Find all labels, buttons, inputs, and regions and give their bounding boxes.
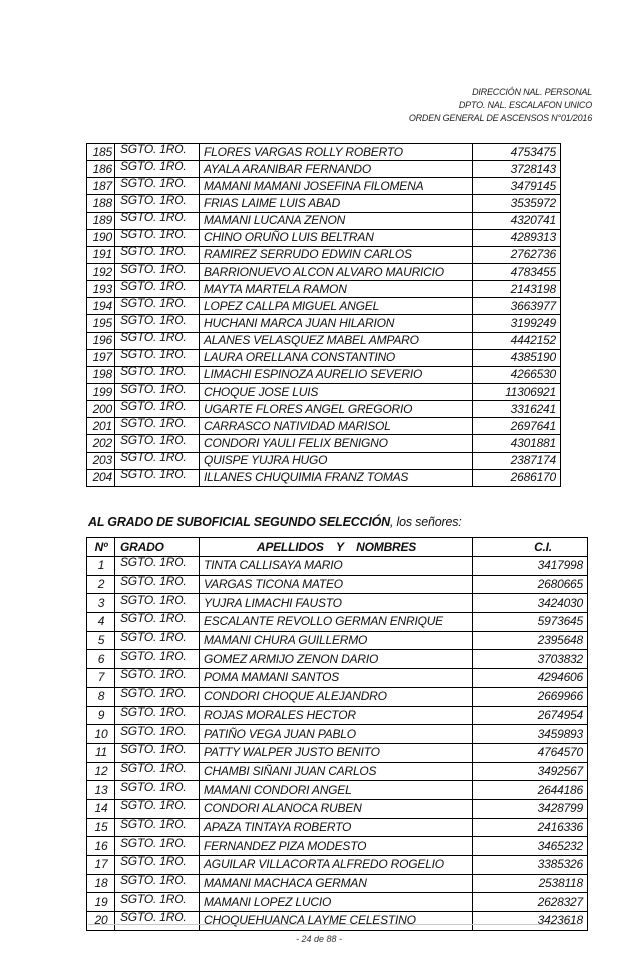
document-header [409, 86, 592, 125]
table-row [87, 315, 561, 332]
row-full-name: BARRIONUEVO ALCON ALVARO MAURICIO [200, 263, 473, 280]
row-grade [115, 418, 200, 435]
grade-text: SGTO. 1RO. [120, 297, 187, 310]
row-ci: 2669966 [473, 687, 588, 706]
grade-text: SGTO. 1RO. [120, 649, 187, 663]
grade-text: SGTO. 1RO. [120, 417, 187, 430]
row-ci: 4385190 [473, 349, 561, 366]
row-grade [115, 762, 200, 781]
row-full-name: ESCALANTE REVOLLO GERMAN ENRIQUE [200, 613, 473, 632]
row-number: 192 [87, 263, 115, 280]
promotion-table-1-body [87, 144, 561, 487]
row-full-name: AGUILAR VILLACORTA ALFREDO ROGELIO [200, 856, 473, 875]
row-number: 11 [87, 743, 115, 762]
row-number: 20 [87, 912, 115, 931]
row-ci: 2143198 [473, 281, 561, 298]
grade-text: SGTO. 1RO. [120, 263, 187, 276]
row-number: 2 [87, 575, 115, 594]
table-row [87, 893, 588, 912]
row-grade [115, 383, 200, 400]
row-grade [115, 281, 200, 298]
row-number: 18 [87, 874, 115, 893]
row-ci: 3417998 [473, 557, 588, 576]
table-row [87, 743, 588, 762]
table-row [87, 669, 588, 688]
row-full-name: HUCHANI MARCA JUAN HILARION [200, 315, 473, 332]
row-grade [115, 706, 200, 725]
grade-text: SGTO. 1RO. [120, 452, 187, 465]
row-grade [115, 263, 200, 280]
table-row [87, 650, 588, 669]
row-ci: 4266530 [473, 366, 561, 383]
row-number: 14 [87, 799, 115, 818]
row-ci: 3728143 [473, 161, 561, 178]
row-number: 12 [87, 762, 115, 781]
row-grade [115, 613, 200, 632]
row-full-name: PATTY WALPER JUSTO BENITO [200, 743, 473, 762]
promotion-table-2-body [87, 557, 588, 931]
row-grade [115, 818, 200, 837]
row-full-name: CONDORI CHOQUE ALEJANDRO [200, 687, 473, 706]
row-full-name: UGARTE FLORES ANGEL GREGORIO [200, 401, 473, 418]
grade-text: SGTO. 1RO. [120, 383, 187, 396]
row-number: 189 [87, 212, 115, 229]
row-ci: 5973645 [473, 613, 588, 632]
row-full-name: QUISPE YUJRA HUGO [200, 452, 473, 469]
row-full-name: FRIAS LAIME LUIS ABAD [200, 195, 473, 212]
row-number: 187 [87, 178, 115, 195]
table-row [87, 418, 561, 435]
row-full-name: MAMANI MACHACA GERMAN [200, 874, 473, 893]
grade-text: SGTO. 1RO. [120, 366, 187, 379]
table-row [87, 161, 561, 178]
row-grade [115, 246, 200, 263]
table-row [87, 212, 561, 229]
row-ci: 4764570 [473, 743, 588, 762]
row-number: 4 [87, 613, 115, 632]
row-full-name: TINTA CALLISAYA MARIO [200, 557, 473, 576]
grade-text: SGTO. 1RO. [120, 668, 187, 682]
row-full-name: LAURA ORELLANA CONSTANTINO [200, 349, 473, 366]
row-ci: 3316241 [473, 401, 561, 418]
table-row [87, 725, 588, 744]
row-number: 194 [87, 298, 115, 315]
row-full-name: MAYTA MARTELA RAMON [200, 281, 473, 298]
grade-text: SGTO. 1RO. [120, 349, 187, 362]
row-grade [115, 435, 200, 452]
row-number: 8 [87, 687, 115, 706]
row-grade [115, 401, 200, 418]
table-row [87, 366, 561, 383]
row-grade [115, 893, 200, 912]
row-ci: 3703832 [473, 650, 588, 669]
grade-text: SGTO. 1RO. [120, 762, 187, 775]
grade-text: SGTO. 1RO. [120, 575, 187, 589]
grade-text: SGTO. 1RO. [120, 836, 187, 850]
row-full-name: MAMANI CHURA GUILLERMO [200, 631, 473, 650]
table-row [87, 818, 588, 837]
table-row [87, 435, 561, 452]
grade-text: SGTO. 1RO. [120, 799, 187, 813]
row-grade [115, 594, 200, 613]
row-full-name: CARRASCO NATIVIDAD MARISOL [200, 418, 473, 435]
grade-text: SGTO. 1RO. [120, 280, 187, 293]
grade-text: SGTO. 1RO. [120, 229, 187, 242]
grade-text: SGTO. 1RO. [120, 612, 187, 626]
header-number: Nº [87, 538, 115, 557]
row-grade [115, 650, 200, 669]
grade-text: SGTO. 1RO. [120, 400, 187, 413]
row-number: 10 [87, 725, 115, 744]
row-number: 19 [87, 893, 115, 912]
row-grade [115, 837, 200, 856]
row-number: 191 [87, 246, 115, 263]
row-grade [115, 332, 200, 349]
row-grade [115, 687, 200, 706]
row-grade [115, 669, 200, 688]
row-ci: 3535972 [473, 195, 561, 212]
grade-text: SGTO. 1RO. [120, 631, 187, 645]
row-grade [115, 575, 200, 594]
row-ci: 2680665 [473, 575, 588, 594]
table-row [87, 332, 561, 349]
row-full-name: AYALA ARANIBAR FERNANDO [200, 161, 473, 178]
row-ci: 3199249 [473, 315, 561, 332]
row-ci: 2538118 [473, 874, 588, 893]
row-full-name: CONDORI YAULI FELIX BENIGNO [200, 435, 473, 452]
row-grade [115, 161, 200, 178]
grade-text: SGTO. 1RO. [120, 706, 187, 719]
table-row [87, 613, 588, 632]
row-full-name: GOMEZ ARMIJO ZENON DARIO [200, 650, 473, 669]
row-number: 15 [87, 818, 115, 837]
row-full-name: MAMANI MAMANI JOSEFINA FILOMENA [200, 178, 473, 195]
row-grade [115, 144, 200, 161]
row-full-name: MAMANI LOPEZ LUCIO [200, 893, 473, 912]
promotion-table-2-head [87, 538, 588, 557]
section-title [88, 515, 462, 529]
row-full-name: RAMIREZ SERRUDO EDWIN CARLOS [200, 246, 473, 263]
row-ci: 2387174 [473, 452, 561, 469]
row-ci: 2644186 [473, 781, 588, 800]
row-full-name: LOPEZ CALLPA MIGUEL ANGEL [200, 298, 473, 315]
row-ci: 11306921 [473, 383, 561, 400]
row-full-name: CHINO ORUÑO LUIS BELTRAN [200, 229, 473, 246]
table-row [87, 246, 561, 263]
table-row [87, 452, 561, 469]
row-ci: 4783455 [473, 263, 561, 280]
row-number: 6 [87, 650, 115, 669]
table-row [87, 195, 561, 212]
row-ci: 2674954 [473, 706, 588, 725]
row-ci: 3479145 [473, 178, 561, 195]
row-ci: 2416336 [473, 818, 588, 837]
grade-text: SGTO. 1RO. [120, 687, 187, 701]
grade-text: SGTO. 1RO. [120, 818, 187, 831]
row-ci: 4442152 [473, 332, 561, 349]
grade-text: SGTO. 1RO. [120, 177, 187, 190]
row-number: 190 [87, 229, 115, 246]
row-number: 16 [87, 837, 115, 856]
row-number: 185 [87, 144, 115, 161]
row-ci: 4320741 [473, 212, 561, 229]
row-ci: 2395648 [473, 631, 588, 650]
row-grade [115, 874, 200, 893]
row-grade [115, 298, 200, 315]
grade-text: SGTO. 1RO. [120, 434, 187, 447]
table-row [87, 631, 588, 650]
row-grade [115, 912, 200, 931]
row-number: 188 [87, 195, 115, 212]
grade-text: SGTO. 1RO. [120, 469, 187, 482]
table-row [87, 557, 588, 576]
row-grade [115, 229, 200, 246]
table-row [87, 912, 588, 931]
grade-text: SGTO. 1RO. [120, 160, 187, 173]
table-row [87, 762, 588, 781]
table-row [87, 349, 561, 366]
row-ci: 3424030 [473, 594, 588, 613]
header-grade: GRADO [115, 538, 200, 557]
header-line-2: DPTO. NAL. ESCALAFON UNICO [458, 100, 592, 110]
row-number: 197 [87, 349, 115, 366]
row-full-name: ALANES VELASQUEZ MABEL AMPARO [200, 332, 473, 349]
table-row [87, 837, 588, 856]
row-number: 195 [87, 315, 115, 332]
row-full-name: CHAMBI SIÑANI JUAN CARLOS [200, 762, 473, 781]
row-grade [115, 781, 200, 800]
row-ci: 3385326 [473, 856, 588, 875]
row-number: 7 [87, 669, 115, 688]
table-row [87, 298, 561, 315]
row-grade [115, 856, 200, 875]
row-grade [115, 195, 200, 212]
row-full-name: LIMACHI ESPINOZA AURELIO SEVERIO [200, 366, 473, 383]
header-names: APELLIDOS Y NOMBRES [200, 538, 473, 557]
table-row [87, 229, 561, 246]
table-row [87, 781, 588, 800]
promotion-table-2 [86, 537, 588, 931]
table-row [87, 263, 561, 280]
table-row [87, 401, 561, 418]
row-full-name: APAZA TINTAYA ROBERTO [200, 818, 473, 837]
row-full-name: FLORES VARGAS ROLLY ROBERTO [200, 144, 473, 161]
grade-text: SGTO. 1RO. [120, 911, 187, 925]
row-grade [115, 557, 200, 576]
table-row [87, 856, 588, 875]
promotion-table-1 [86, 143, 561, 487]
row-number: 204 [87, 469, 115, 486]
row-grade [115, 178, 200, 195]
row-full-name: MAMANI CONDORI ANGEL [200, 781, 473, 800]
row-grade [115, 469, 200, 486]
row-number: 3 [87, 594, 115, 613]
row-full-name: POMA MAMANI SANTOS [200, 669, 473, 688]
row-full-name: ILLANES CHUQUIMIA FRANZ TOMAS [200, 469, 473, 486]
row-full-name: MAMANI LUCANA ZENON [200, 212, 473, 229]
row-full-name: ROJAS MORALES HECTOR [200, 706, 473, 725]
row-ci: 4289313 [473, 229, 561, 246]
row-number: 203 [87, 452, 115, 469]
grade-text: SGTO. 1RO. [120, 332, 187, 345]
row-grade [115, 452, 200, 469]
row-number: 193 [87, 281, 115, 298]
section-title-rest: , los señores: [389, 515, 462, 529]
row-grade [115, 743, 200, 762]
table-row [87, 281, 561, 298]
row-full-name: VARGAS TICONA MATEO [200, 575, 473, 594]
row-grade [115, 725, 200, 744]
row-ci: 2762736 [473, 246, 561, 263]
row-ci: 2628327 [473, 893, 588, 912]
header-ci: C.I. [473, 538, 588, 557]
row-ci: 4753475 [473, 144, 561, 161]
row-number: 198 [87, 366, 115, 383]
row-grade [115, 799, 200, 818]
row-number: 202 [87, 435, 115, 452]
table-row [87, 874, 588, 893]
row-full-name: FERNANDEZ PIZA MODESTO [200, 837, 473, 856]
row-full-name: CHOQUEHUANCA LAYME CELESTINO [200, 912, 473, 931]
row-full-name: CONDORI ALANOCA RUBEN [200, 799, 473, 818]
row-number: 200 [87, 401, 115, 418]
grade-text: SGTO. 1RO. [120, 780, 187, 794]
grade-text: SGTO. 1RO. [120, 314, 187, 327]
row-ci: 2686170 [473, 469, 561, 486]
table-row [87, 575, 588, 594]
row-grade [115, 349, 200, 366]
page-number: - 24 de 88 - [295, 934, 343, 944]
table-row [87, 706, 588, 725]
row-number: 201 [87, 418, 115, 435]
row-full-name: PATIÑO VEGA JUAN PABLO [200, 725, 473, 744]
grade-text: SGTO. 1RO. [120, 724, 187, 738]
grade-text: SGTO. 1RO. [120, 874, 187, 888]
grade-text: SGTO. 1RO. [120, 743, 187, 757]
header-line-1: DIRECCIÓN NAL. PERSONAL [472, 87, 592, 97]
table-row [87, 594, 588, 613]
grade-text: SGTO. 1RO. [120, 556, 187, 570]
row-number: 17 [87, 856, 115, 875]
row-ci: 3465232 [473, 837, 588, 856]
row-full-name: CHOQUE JOSE LUIS [200, 383, 473, 400]
row-number: 13 [87, 781, 115, 800]
row-number: 5 [87, 631, 115, 650]
grade-text: SGTO. 1RO. [120, 246, 187, 259]
row-ci: 3663977 [473, 298, 561, 315]
row-ci: 3428799 [473, 799, 588, 818]
table-row [87, 144, 561, 161]
grade-text: SGTO. 1RO. [120, 892, 187, 906]
row-ci: 4301881 [473, 435, 561, 452]
grade-text: SGTO. 1RO. [120, 194, 187, 207]
header-line-3: ORDEN GENERAL DE ASCENSOS N°01/2016 [408, 113, 592, 123]
row-ci: 3423618 [473, 912, 588, 931]
row-grade [115, 631, 200, 650]
section-title-bold: AL GRADO DE SUBOFICIAL SEGUNDO SELECCIÓN [88, 515, 390, 529]
row-grade [115, 315, 200, 332]
grade-text: SGTO. 1RO. [120, 212, 187, 225]
row-ci: 3492567 [473, 762, 588, 781]
row-full-name: YUJRA LIMACHI FAUSTO [200, 594, 473, 613]
row-number: 9 [87, 706, 115, 725]
row-grade [115, 212, 200, 229]
grade-text: SGTO. 1RO. [120, 855, 187, 869]
row-ci: 4294606 [473, 669, 588, 688]
table-row [87, 469, 561, 486]
table-row [87, 687, 588, 706]
row-grade [115, 366, 200, 383]
row-number: 1 [87, 557, 115, 576]
row-number: 199 [87, 383, 115, 400]
row-number: 196 [87, 332, 115, 349]
grade-text: SGTO. 1RO. [120, 593, 187, 607]
row-ci: 2697641 [473, 418, 561, 435]
footer-divider [88, 924, 578, 925]
table-row [87, 799, 588, 818]
row-ci: 3459893 [473, 725, 588, 744]
table-header-row [87, 538, 588, 557]
row-number: 186 [87, 161, 115, 178]
table-row [87, 178, 561, 195]
grade-text: SGTO. 1RO. [120, 143, 187, 156]
table-row [87, 383, 561, 400]
